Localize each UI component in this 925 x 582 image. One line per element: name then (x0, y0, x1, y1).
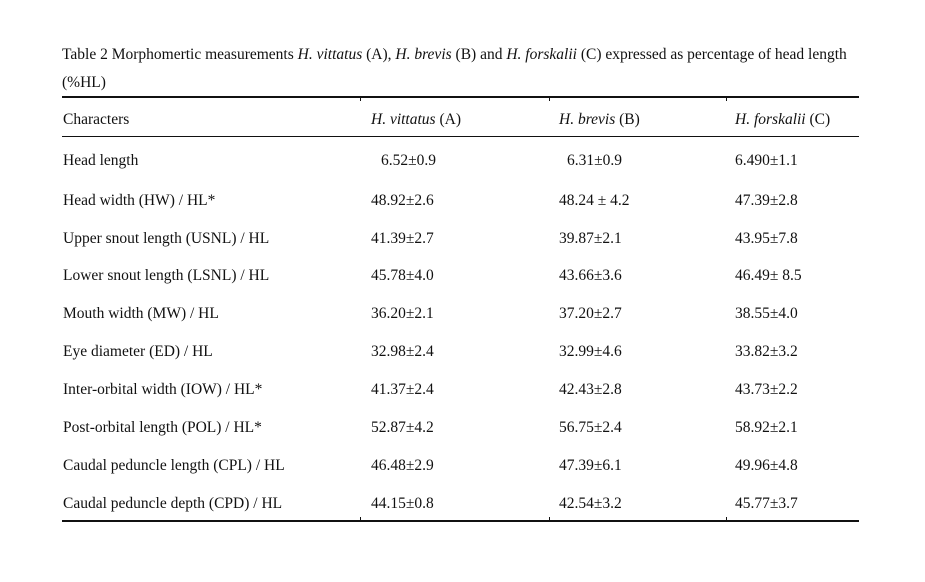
cell-value-c: 33.82±3.2 (735, 343, 798, 360)
header-species-c (735, 110, 830, 130)
table-caption (62, 41, 862, 97)
header-characters: Characters (63, 111, 130, 128)
cell-value-c: 38.55±4.0 (735, 305, 798, 322)
column-tick (360, 517, 361, 520)
caption-b-label: (B) and (451, 46, 507, 63)
header-species-b-name: H. brevis (559, 111, 616, 128)
header-species-b (559, 110, 640, 130)
column-tick (726, 517, 727, 520)
cell-value-a: 44.15±0.8 (371, 495, 434, 512)
column-tick (549, 517, 550, 520)
cell-value-b: 42.54±3.2 (559, 495, 622, 512)
cell-character: Head width (HW) / HL* (63, 192, 216, 209)
cell-value-c: 46.49± 8.5 (735, 267, 802, 284)
column-tick (360, 98, 361, 101)
cell-value-a: 6.52±0.9 (381, 152, 437, 169)
cell-character: Eye diameter (ED) / HL (63, 343, 213, 360)
cell-value-a: 46.48±2.9 (371, 457, 434, 474)
cell-character: Head length (63, 152, 139, 169)
caption-a-label: (A), (362, 46, 396, 63)
cell-value-a: 45.78±4.0 (371, 267, 434, 284)
cell-value-a: 36.20±2.1 (371, 305, 434, 322)
header-species-c-name: H. forskalii (735, 111, 806, 128)
cell-character: Post-orbital length (POL) / HL* (63, 419, 262, 436)
cell-character: Caudal peduncle length (CPL) / HL (63, 457, 285, 474)
cell-character: Caudal peduncle depth (CPD) / HL (63, 495, 283, 512)
cell-character: Upper snout length (USNL) / HL (63, 230, 270, 247)
column-tick (549, 98, 550, 101)
cell-value-b: 56.75±2.4 (559, 419, 622, 436)
column-tick (726, 98, 727, 101)
cell-value-b: 43.66±3.6 (559, 267, 622, 284)
cell-value-a: 32.98±2.4 (371, 343, 434, 360)
cell-value-c: 6.490±1.1 (735, 152, 798, 169)
cell-value-b: 6.31±0.9 (567, 152, 623, 169)
cell-value-a: 41.37±2.4 (371, 381, 434, 398)
header-species-a-suffix: (A) (435, 111, 461, 128)
cell-value-b: 32.99±4.6 (559, 343, 622, 360)
cell-character: Mouth width (MW) / HL (63, 305, 219, 322)
cell-value-b: 37.20±2.7 (559, 305, 622, 322)
cell-value-a: 52.87±4.2 (371, 419, 434, 436)
cell-value-c: 43.95±7.8 (735, 230, 798, 247)
cell-value-c: 43.73±2.2 (735, 381, 798, 398)
table-top-rule (62, 96, 859, 98)
cell-value-c: 58.92±2.1 (735, 419, 798, 436)
caption-species-a: H. vittatus (297, 46, 363, 63)
table-header-rule (62, 136, 859, 137)
cell-value-c: 45.77±3.7 (735, 495, 798, 512)
header-species-c-suffix: (C) (805, 111, 831, 128)
cell-value-a: 48.92±2.6 (371, 192, 434, 209)
table-bottom-rule (62, 520, 859, 522)
cell-value-c: 47.39±2.8 (735, 192, 798, 209)
cell-value-b: 48.24 ± 4.2 (559, 192, 630, 209)
header-species-b-suffix: (B) (615, 111, 640, 128)
cell-character: Inter-orbital width (IOW) / HL* (63, 381, 263, 398)
caption-c-label: (C) expressed as percentage of head length (%HL) (62, 46, 847, 91)
cell-value-b: 42.43±2.8 (559, 381, 622, 398)
cell-value-b: 47.39±6.1 (559, 457, 622, 474)
header-species-a-name: H. vittatus (371, 111, 436, 128)
caption-species-b: H. brevis (395, 46, 452, 63)
cell-character: Lower snout length (LSNL) / HL (63, 267, 270, 284)
cell-value-c: 49.96±4.8 (735, 457, 798, 474)
caption-prefix: Table 2 Morphomertic measurements (62, 46, 298, 63)
cell-value-a: 41.39±2.7 (371, 230, 434, 247)
caption-species-c: H. forskalii (506, 46, 577, 63)
header-species-a (371, 110, 461, 130)
cell-value-b: 39.87±2.1 (559, 230, 622, 247)
